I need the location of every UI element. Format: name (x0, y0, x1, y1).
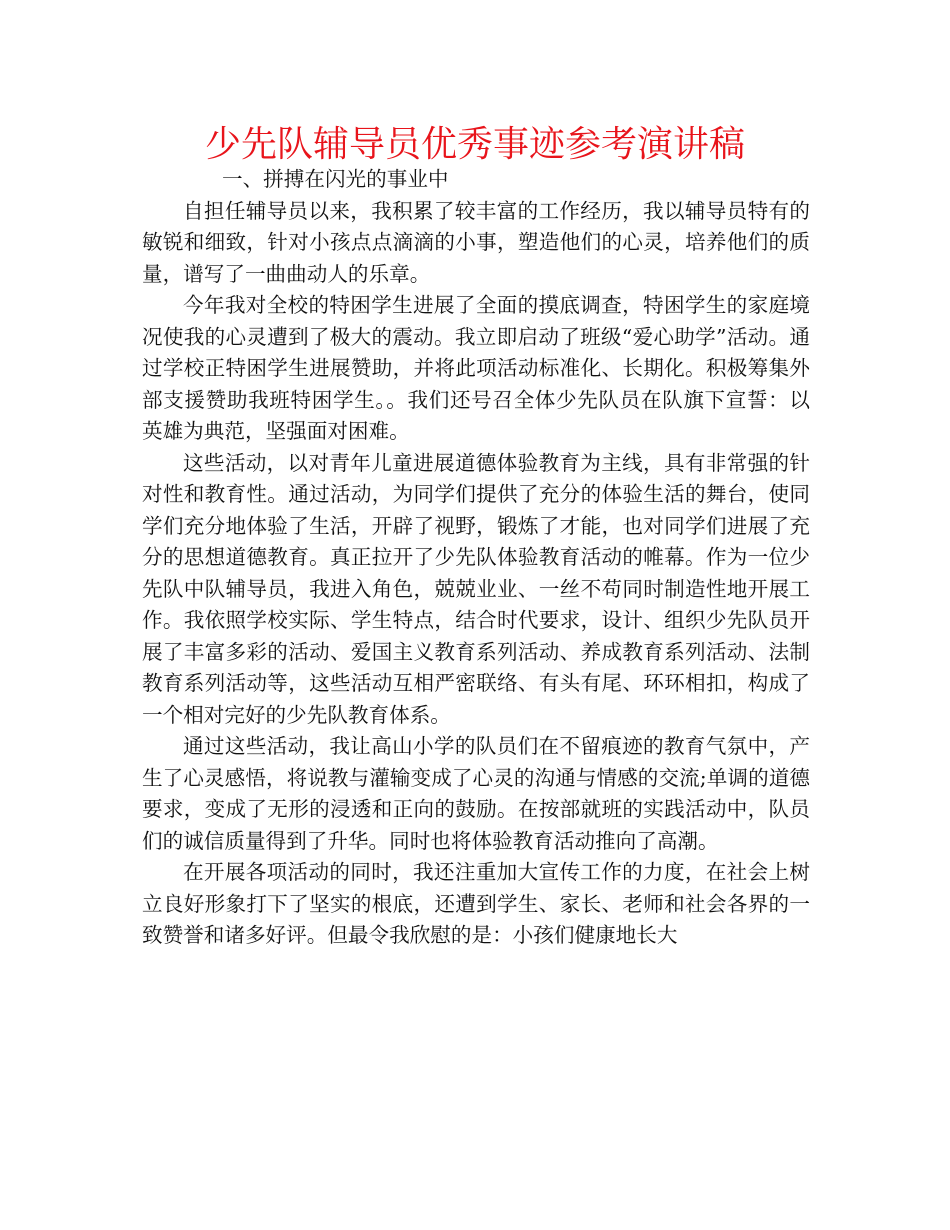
paragraph-1: 自担任辅导员以来，我积累了较丰富的工作经历，我以辅导员特有的敏锐和细致，针对小孩点点滴滴的小事，塑造他们的心灵，培养他们的质量，谱写了一曲曲动人的乐章。 (142, 198, 810, 286)
document-body (142, 164, 810, 952)
paragraph-2: 今年我对全校的特困学生进展了全面的摸底调查，特困学生的家庭境况使我的心灵遭到了极大的震动。我立即启动了班级“爱心助学”活动。通过学校正特困学生进展赞助，并将此项活动标准化、长期化。积极筹集外部支援赞助我班特困学生。。我们还号召全体少先队员在队旗下宣誓：以英雄为典范，坚强面对困难。 (142, 293, 810, 443)
document-title: 少先队辅导员优秀事迹参考演讲稿 (204, 124, 745, 165)
section-heading: 一、拼搏在闪光的事业中 (222, 167, 449, 191)
paragraph-3: 这些活动，以对青年儿童进展道德体验教育为主线，具有非常强的针对性和教育性。通过活动，为同学们提供了充分的体验生活的舞台，使同学们充分地体验了生活，开辟了视野，锻炼了才能，也对同学们进展了充分的思想道德教育。真正拉开了少先队体验教育活动的帷幕。作为一位少先队中队辅导员，我进入角色，兢兢业业、一丝不苟同时制造性地开展工作。我依照学校实际、学生特点，结合时代要求，设计、组织少先队员开展了丰富多彩的活动、爱国主义教育系列活动、养成教育系列活动、法制教育系列活动等，这些活动互相严密联络、有头有尾、环环相扣，构成了一个相对完好的少先队教育体系。 (142, 450, 810, 727)
paragraph-5: 在开展各项活动的同时，我还注重加大宣传工作的力度，在社会上树立良好形象打下了坚实的根底，还遭到学生、家长、老师和社会各界的一致赞誉和诸多好评。但最令我欣慰的是：小孩们健康地长大 (142, 860, 810, 947)
paragraph-4: 通过这些活动，我让高山小学的队员们在不留痕迹的教育气氛中，产生了心灵感悟，将说教与灌输变成了心灵的沟通与情感的交流;单调的道德要求，变成了无形的浸透和正向的鼓励。在按部就班的实践活动中，队员们的诚信质量得到了升华。同时也将体验教育活动推向了高潮。 (142, 734, 810, 853)
